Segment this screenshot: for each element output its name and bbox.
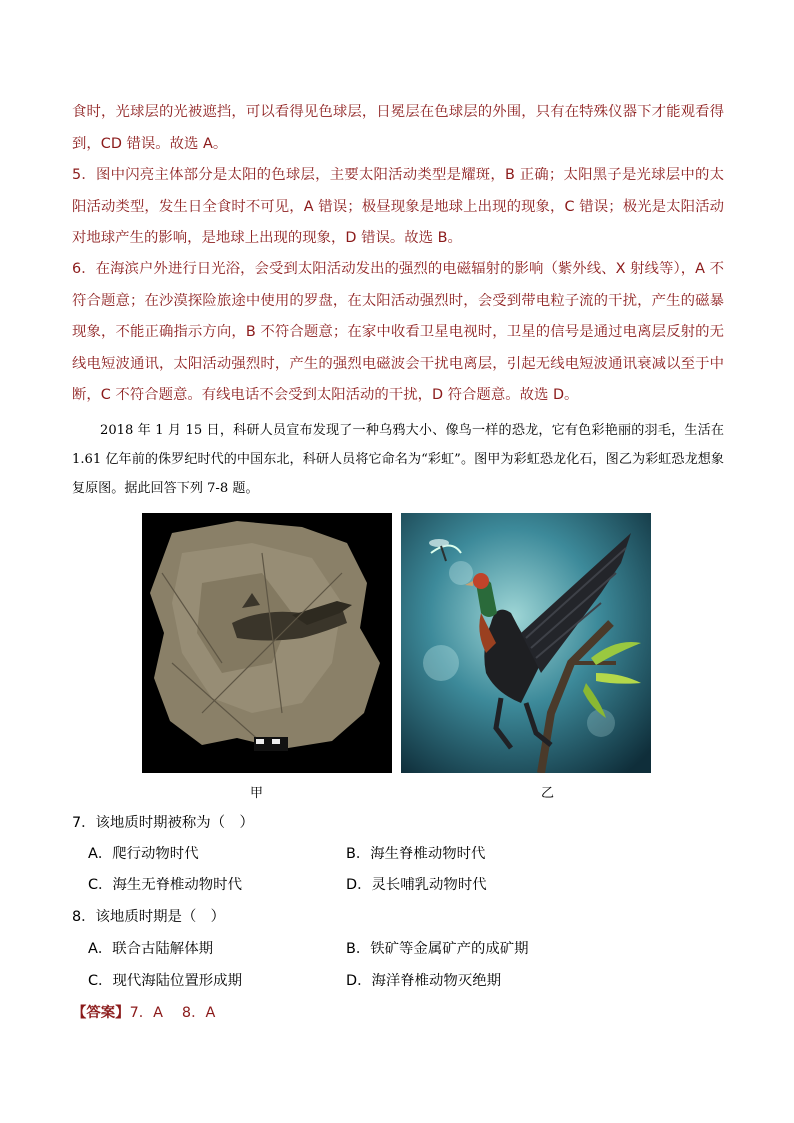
- question-8-option-a: A．联合古陆解体期: [88, 941, 213, 957]
- explanation-paragraph-5: 5．图中闪亮主体部分是太阳的色球层，主要太阳活动类型是耀斑，B 正确；太阳黑子是光球层中的太阳活动类型，发生日全食时不可见，A 错误；极昼现象是地球上出现的现象，C 错误；极光是太阳活动对地球产生的影响，是地球上出现的现象，D 错误。故选 B。: [72, 167, 724, 246]
- question-intro-passage: 2018 年 1 月 15 日，科研人员宣布发现了一种乌鸦大小、像鸟一样的恐龙，它有色彩艳丽的羽毛，生活在 1.61 亿年前的侏罗纪时代的中国东北，科研人员将它命名为“彩虹”。图甲为彩虹恐龙化石，图乙为彩虹恐龙想象复原图。据此回答下列 7-8 题。: [72, 423, 724, 496]
- question-7-stem: 7．该地质时期被称为（ ）: [72, 815, 254, 831]
- question-7-option-d: D．灵长哺乳动物时代: [346, 877, 487, 893]
- question-8-option-b: B．铁矿等金属矿产的成矿期: [346, 941, 529, 957]
- answer-text: 7．A 8．A: [129, 1005, 216, 1021]
- question-7-option-b: B．海生脊椎动物时代: [346, 846, 486, 862]
- question-8-option-c: C．现代海陆位置形成期: [88, 973, 242, 989]
- explanation-paragraph-4-continued: 食时，光球层的光被遮挡，可以看得见色球层，日冕层在色球层的外围，只有在特殊仪器下才能观看得到，CD 错误。故选 A。: [72, 104, 724, 152]
- figure-fossil-image: [142, 513, 392, 773]
- dinosaur-reconstruction-illustration: [401, 513, 651, 773]
- question-8-option-d: D．海洋脊椎动物灭绝期: [346, 973, 501, 989]
- figure-label-yi: 乙: [541, 786, 555, 801]
- question-7-option-c: C．海生无脊椎动物时代: [88, 877, 242, 893]
- explanation-paragraph-6: 6．在海滨户外进行日光浴，会受到太阳活动发出的强烈的电磁辐射的影响（紫外线、X 射线等），A 不符合题意；在沙漠探险旅途中使用的罗盘，在太阳活动强烈时，会受到带电粒子流的干扰，产生的磁暴现象，不能正确指示方向，B 不符合题意；在家中收看卫星电视时，卫星的信号是通过电离层反射的无线电短波通讯，太阳活动强烈时，产生的强烈电磁波会干扰电离层，引起无线电短波通讯衰减以至于中断，C 不符合题意。有线电话不会受到太阳活动的干扰，D 符合题意。故选 D。: [72, 261, 724, 403]
- answer-line: [72, 1001, 215, 1022]
- figure-label-jia: 甲: [250, 786, 264, 801]
- question-7-option-a: A．爬行动物时代: [88, 846, 199, 862]
- question-8-stem: 8．该地质时期是（ ）: [72, 909, 226, 925]
- figure-reconstruction-image: [401, 513, 651, 773]
- answer-label: 【答案】: [72, 1005, 130, 1021]
- fossil-illustration: [142, 513, 392, 773]
